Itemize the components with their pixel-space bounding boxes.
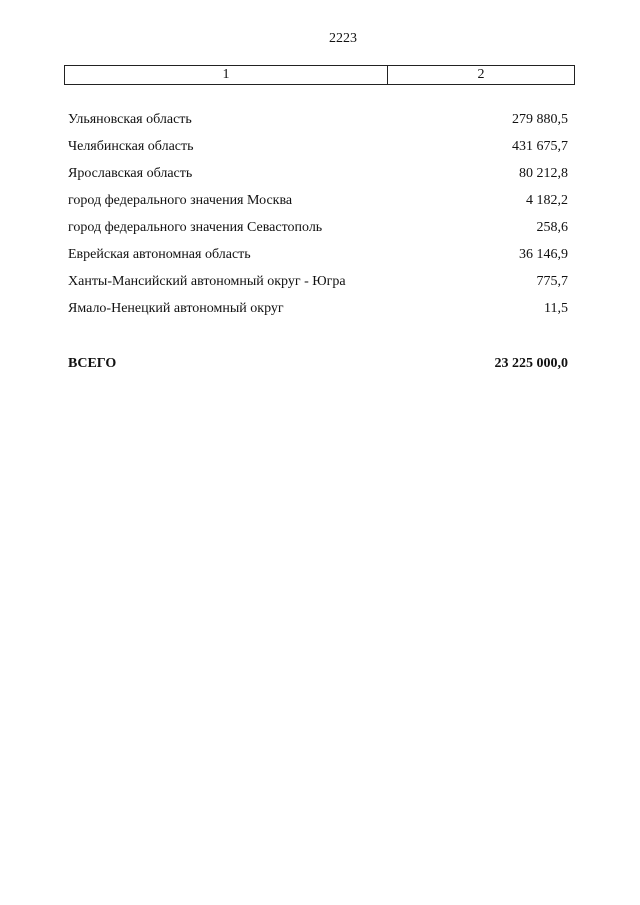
- region-value: 11,5: [544, 301, 568, 316]
- region-name: Ямало-Ненецкий автономный округ: [68, 301, 284, 316]
- header-column-1: 1: [65, 66, 388, 84]
- region-value: 431 675,7: [512, 139, 568, 154]
- region-name: Ульяновская область: [68, 112, 192, 127]
- region-name: Ярославская область: [68, 166, 193, 181]
- region-name: город федерального значения Севастополь: [68, 220, 323, 235]
- table-row: [68, 299, 568, 326]
- region-name: город федерального значения Москва: [68, 193, 293, 208]
- total-label: ВСЕГО: [68, 356, 117, 371]
- table-row: [68, 218, 568, 245]
- region-value: 4 182,2: [526, 193, 568, 208]
- region-name: Челябинская область: [68, 139, 194, 154]
- region-value: 279 880,5: [512, 112, 568, 127]
- region-name: Еврейская автономная область: [68, 247, 251, 262]
- region-value: 80 212,8: [519, 166, 568, 181]
- table-row: [68, 164, 568, 191]
- table-header: [64, 65, 575, 85]
- table-row: [68, 245, 568, 272]
- table-row: [68, 110, 568, 137]
- header-column-2: 2: [477, 67, 485, 82]
- region-value: 775,7: [536, 274, 568, 289]
- region-value: 36 146,9: [519, 247, 568, 262]
- total-value: 23 225 000,0: [494, 356, 568, 371]
- table-row: [68, 137, 568, 164]
- region-value: 258,6: [536, 220, 568, 235]
- table-row: [68, 272, 568, 299]
- table-body: [68, 110, 568, 326]
- total-row: [68, 354, 568, 374]
- table-row: [68, 191, 568, 218]
- page-number: 2223: [329, 31, 357, 46]
- region-name: Ханты-Мансийский автономный округ - Югра: [68, 274, 346, 289]
